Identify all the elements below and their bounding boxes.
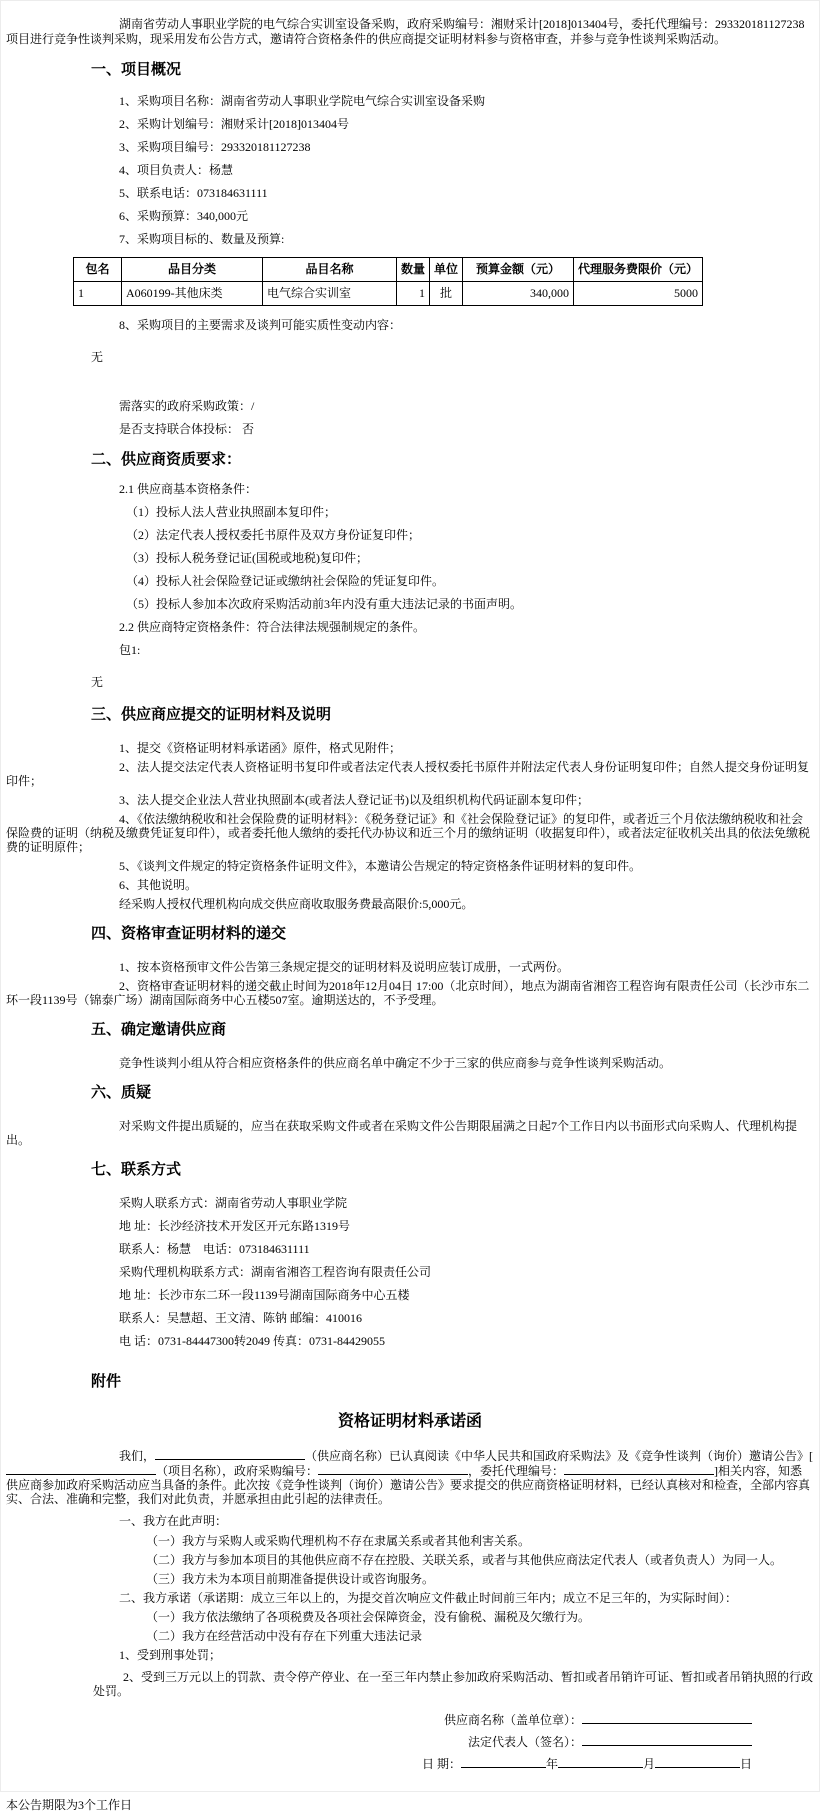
- cell-package: 1: [74, 282, 122, 306]
- table-header-row: [74, 258, 703, 282]
- cell-agency-fee: 5000: [574, 282, 703, 306]
- legal-signature-row: [6, 1734, 752, 1750]
- section-6-title: 六、质疑: [91, 1085, 152, 1101]
- submission-paragraph: 1、按本资格预审文件公告第三条规定提交的证明材料及说明应装订成册，一式两份。: [119, 960, 570, 974]
- date-label: 日 期：: [421, 1757, 461, 1771]
- project-number-item: 3、采购项目编号：293320181127238: [119, 140, 311, 154]
- col-header-budget: 预算金额（元）: [463, 258, 574, 282]
- blank-day: [655, 1756, 740, 1768]
- supplier-seal-label: 供应商名称（盖单位章）：: [443, 1713, 582, 1727]
- cell-category: A060199-其他床类: [122, 282, 263, 306]
- agency-address-line: 地 址：长沙市东二环一段1139号湖南国际商务中心五楼: [119, 1288, 410, 1302]
- specific-qualification-line: 2.2 供应商特定资格条件：符合法律法规强制规定的条件。: [119, 620, 426, 634]
- cell-unit: 批: [430, 282, 463, 306]
- attachment-title: 资格证明材料承诺函: [337, 1413, 482, 1430]
- month-label: 月: [642, 1757, 655, 1771]
- section-4-title: 四、资格审查证明材料的递交: [91, 926, 287, 942]
- promise-item: （二）我方在经营活动中没有存在下列重大违法记录: [146, 1629, 423, 1643]
- materials-paragraph: 3、法人提交企业法人营业执照副本(或者法人登记证书)以及组织机构代码证副本复印件；: [119, 793, 589, 807]
- table-row: [74, 282, 703, 306]
- col-header-agency-fee: 代理服务费限价（元）: [574, 258, 703, 282]
- intro-paragraph: 湖南省劳动人事职业学院的电气综合实训室设备采购，政府采购编号：湘财采计[2018]013404号，委托代理编号：293320181127238项目进行竞争性谈判采购，现采用发布公告方式，邀请符合资格条件的供应商提交证明材料参与资格审查，并参与竞争性谈判采购活动。: [6, 17, 805, 46]
- joint-bid-line: 是否支持联合体投标： 否: [119, 422, 255, 436]
- question-paragraph: 对采购文件提出质疑的，应当在获取采购文件或者在采购文件公告期限届满之日起7个工作日内以书面形式向采购人、代理机构提出。: [6, 1119, 798, 1147]
- col-header-category: 品目分类: [122, 258, 263, 282]
- materials-paragraph: 5、《谈判文件规定的特定资格条件证明文件》，本邀请公告规定的特定资格条件证明材料的复印件。: [119, 859, 642, 873]
- blank-procurement-number: [318, 1463, 468, 1475]
- col-header-item-name: 品目名称: [263, 258, 397, 282]
- materials-paragraph: 1、提交《资格证明材料承诺函》原件，格式见附件；: [119, 741, 402, 755]
- cell-quantity: 1: [397, 282, 430, 306]
- commitment-seg4: ，委托代理编号：: [468, 1464, 565, 1478]
- announcement-period-note: 本公告期限为3个工作日: [6, 1798, 133, 1812]
- blank-supplier-seal: [582, 1712, 752, 1724]
- attachment-label: 附件: [91, 1374, 122, 1390]
- project-name-item: 1、采购项目名称：湖南省劳动人事职业学院电气综合实训室设备采购: [119, 94, 486, 108]
- commitment-seg2: （供应商名称）已认真阅读《中华人民共和国政府采购法》及《竞争性谈判（询价）邀请公告》[: [305, 1449, 814, 1463]
- blank-agency-number: [564, 1463, 714, 1475]
- none-text: 无: [91, 350, 104, 364]
- package-label: 包1:: [119, 643, 141, 657]
- col-header-unit: 单位: [430, 258, 463, 282]
- service-fee-note: 经采购人授权代理机构向成交供应商收取服务费最高限价:5,000元。: [119, 897, 474, 911]
- project-leader-item: 4、项目负责人：杨慧: [119, 163, 234, 177]
- project-items-table: [73, 257, 703, 306]
- col-header-quantity: 数量: [397, 258, 430, 282]
- materials-paragraph: 2、法人提交法定代表人资格证明书复印件或者法定代表人授权委托书原件并附法定代表人身份证明复印件；自然人提交身份证明复印件；: [6, 760, 810, 788]
- blank-supplier-name: [155, 1448, 305, 1460]
- none-text: 无: [91, 675, 104, 689]
- commitment-seg1: 我们，: [119, 1449, 156, 1463]
- materials-paragraph: 4、《依法缴纳税收和社会保险费的证明材料》：《税务登记证》和《社会保险登记证》的复印件，或者近三个月依法缴纳税收和社会保险费的证明（纳税及缴费凭证复印件），或者委托他人缴纳的委托代办协议和近三个月的缴纳证明（收据复印件），或者法定征收机关出具的依法免缴税费的证明原件；: [6, 812, 811, 854]
- record-item: 2、受到三万元以上的罚款、责令停产停业、在一至三年内禁止参加政府采购活动、暂扣或者吊销许可证、暂扣或者吊销执照的行政处罚。: [93, 1670, 814, 1698]
- agency-contact-line: 采购代理机构联系方式：湖南省湘咨工程咨询有限责任公司: [119, 1265, 432, 1279]
- declare-item: （一）我方与采购人或采购代理机构不存在隶属关系或者其他利害关系。: [146, 1534, 531, 1548]
- declare-item: （二）我方与参加本项目的其他供应商不存在控股、关联关系，或者与其他供应商法定代表人（或者负责人）为同一人。: [146, 1553, 783, 1567]
- blank-year: [461, 1756, 546, 1768]
- commitment-seg5: ]相关内容，知悉供应商参加政府采购活动应当具备的条件。此次按《竞争性谈判（询价）邀请公告》要求提交的供应商资格证明材料，已经认真核对和检查，全部内容真实、合法、准确和完整，我们对此负责，并愿承担由此引起的法律责任。: [6, 1464, 811, 1506]
- col-header-package: 包名: [74, 258, 122, 282]
- cell-budget: 340,000: [463, 282, 574, 306]
- agency-person-line: 联系人：吴慧超、王文清、陈钠 邮编：410016: [119, 1311, 363, 1325]
- contact-phone-item: 5、联系电话：073184631111: [119, 186, 268, 200]
- commitment-seg3: （项目名称），政府采购编号：: [156, 1464, 319, 1478]
- purchaser-contact-line: 采购人联系方式：湖南省劳动人事职业学院: [119, 1196, 348, 1210]
- year-label: 年: [545, 1757, 558, 1771]
- basic-qualification-item: （5）投标人参加本次政府采购活动前3年内没有重大违法记录的书面声明。: [126, 597, 523, 611]
- purchaser-address-line: 地 址：长沙经济技术开发区开元东路1319号: [119, 1219, 351, 1233]
- blank-legal-signature: [582, 1734, 752, 1746]
- record-item: 1、受到刑事处罚；: [119, 1648, 222, 1662]
- materials-paragraph: 6、其他说明。: [119, 878, 198, 892]
- promise-title: 二、我方承诺（承诺期：成立三年以上的，为提交首次响应文件截止时间前三年内；成立不足三年的，为实际时间）：: [119, 1591, 738, 1605]
- day-label: 日: [739, 1757, 752, 1771]
- purchaser-person-line: 联系人：杨慧 电话：073184631111: [119, 1242, 310, 1256]
- budget-item: 6、采购预算：340,000元: [119, 209, 249, 223]
- commitment-intro: [6, 1448, 814, 1506]
- basic-qualification-item: （4）投标人社会保险登记证或缴纳社会保险的凭证复印件。: [126, 574, 445, 588]
- basic-qualification-title: 2.1 供应商基本资格条件：: [119, 482, 258, 496]
- promise-item: （一）我方依法缴纳了各项税费及各项社会保障资金，没有偷税、漏税及欠缴行为。: [146, 1610, 591, 1624]
- section-5-title: 五、确定邀请供应商: [91, 1022, 227, 1038]
- policy-line: 需落实的政府采购政策：/: [119, 399, 255, 413]
- plan-number-item: 2、采购计划编号：湘财采计[2018]013404号: [119, 117, 349, 131]
- section-7-title: 七、联系方式: [91, 1162, 182, 1178]
- submission-deadline-paragraph: 2、资格审查证明材料的递交截止时间为2018年12月04日 17:00（北京时间），地点为湖南省湘咨工程咨询有限责任公司（长沙市东二环一段1139号（锦泰广场）湖南国际商务中心五楼507室。逾期送达的，不予受理。: [6, 979, 810, 1007]
- section-2-title: 二、供应商资质要求：: [91, 452, 242, 468]
- declare-title: 一、我方在此声明：: [119, 1514, 228, 1528]
- blank-month: [558, 1756, 643, 1768]
- agency-phone-line: 电 话：0731-84447300转2049 传真：0731-84429055: [119, 1334, 385, 1348]
- basic-qualification-item: （1）投标人法人营业执照副本复印件；: [126, 505, 337, 519]
- basic-qualification-item: （2）法定代表人授权委托书原件及双方身份证复印件；: [126, 528, 421, 542]
- declare-item: （三）我方未为本项目前期准备提供设计或咨询服务。: [146, 1572, 435, 1586]
- section-1-title: 一、项目概况: [91, 62, 182, 78]
- cell-item-name: 电气综合实训室: [263, 282, 397, 306]
- requirements-item: 8、采购项目的主要需求及谈判可能实质性变动内容：: [119, 318, 402, 332]
- blank-project-name: [6, 1463, 156, 1475]
- section-3-title: 三、供应商应提交的证明材料及说明: [91, 707, 332, 723]
- legal-signature-label: 法定代表人（签名）：: [467, 1735, 582, 1749]
- subject-quantity-item: 7、采购项目标的、数量及预算:: [119, 232, 285, 246]
- basic-qualification-item: （3）投标人税务登记证(国税或地税)复印件；: [126, 551, 368, 565]
- invitation-paragraph: 竞争性谈判小组从符合相应资格条件的供应商名单中确定不少于三家的供应商参与竞争性谈判采购活动。: [119, 1056, 672, 1070]
- date-row: [6, 1756, 752, 1772]
- supplier-seal-row: [6, 1712, 752, 1728]
